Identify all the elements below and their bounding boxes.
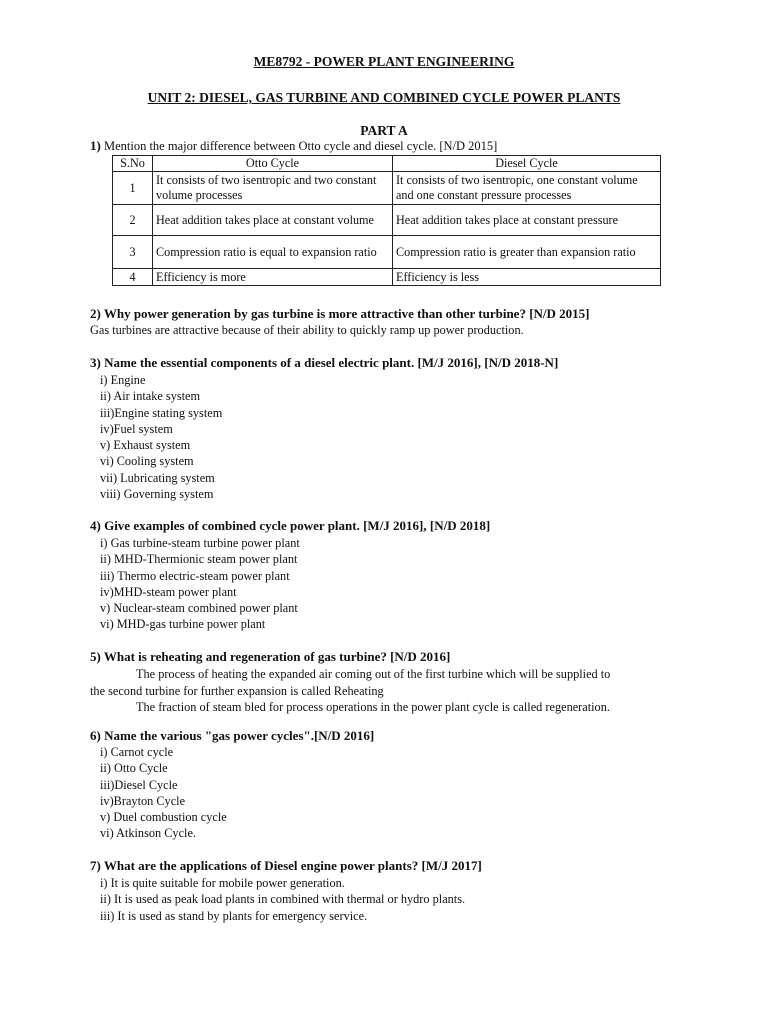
course-title: ME8792 - POWER PLANT ENGINEERING	[253, 54, 515, 69]
answer-3-list	[100, 372, 222, 502]
list-item: vi) MHD-gas turbine power plant	[100, 617, 266, 632]
table-cell: 2	[113, 205, 153, 236]
list-item: vii) Lubricating system	[100, 470, 215, 485]
question-7: 7) What are the applications of Diesel engine power plants? [M/J 2017]	[90, 858, 482, 873]
question-3: 3) Name the essential components of a diesel electric plant. [M/J 2016], [N/D 2018-N]	[90, 355, 559, 370]
table-cell: Heat addition takes place at constant volume	[153, 205, 393, 236]
table-cell: Compression ratio is equal to expansion ratio	[153, 236, 393, 269]
unit-title: UNIT 2: DIESEL, GAS TURBINE AND COMBINED CYCLE POWER PLANTS	[147, 90, 621, 105]
table-row	[113, 205, 661, 236]
table-row	[113, 172, 661, 205]
table-cell: Heat addition takes place at constant pressure	[393, 205, 661, 236]
answer-5	[90, 666, 690, 716]
table-header: Diesel Cycle	[393, 156, 661, 172]
table-cell: 3	[113, 236, 153, 269]
list-item: iii) Thermo electric-steam power plant	[100, 568, 290, 583]
answer-2: Gas turbines are attractive because of their ability to quickly ramp up power production.	[90, 323, 524, 337]
list-item: ii) Air intake system	[100, 389, 201, 404]
answer-6-list	[100, 744, 227, 842]
table-row	[113, 269, 661, 286]
list-item: iii) It is used as stand by plants for emergency service.	[100, 908, 368, 923]
list-item: iv)MHD-steam power plant	[100, 584, 237, 599]
question-5: 5) What is reheating and regeneration of gas turbine? [N/D 2016]	[90, 649, 451, 664]
question-1-text: Mention the major difference between Otto cycle and diesel cycle. [N/D 2015]	[103, 139, 498, 153]
table-cell: 4	[113, 269, 153, 286]
answer-7-list	[100, 875, 465, 924]
table-header: S.No	[113, 156, 153, 172]
list-item: viii) Governing system	[100, 487, 214, 502]
list-item: i) It is quite suitable for mobile power generation.	[100, 876, 345, 890]
table-cell: It consists of two isentropic, one constant volume and one constant pressure processes	[393, 172, 661, 205]
table-cell: Efficiency is more	[153, 269, 393, 286]
table-cell: Efficiency is less	[393, 269, 661, 286]
list-item: v) Exhaust system	[100, 438, 191, 453]
answer-5-line: The fraction of steam bled for process operations in the power plant cycle is called regeneration.	[136, 700, 610, 714]
list-item: ii) MHD-Thermionic steam power plant	[100, 552, 298, 567]
list-item: iii)Engine stating system	[100, 405, 223, 420]
list-item: i) Engine	[100, 373, 146, 387]
question-6: 6) Name the various "gas power cycles".[N/D 2016]	[90, 728, 375, 743]
answer-5-line: The process of heating the expanded air coming out of the first turbine which will be supplied to	[136, 667, 611, 681]
question-1	[90, 138, 497, 154]
question-1-number: 1)	[90, 138, 101, 153]
list-item: i) Carnot cycle	[100, 745, 174, 759]
table-cell: Compression ratio is greater than expansion ratio	[393, 236, 661, 269]
question-2: 2) Why power generation by gas turbine is more attractive than other turbine? [N/D 2015]	[90, 306, 590, 321]
comparison-table	[112, 155, 661, 286]
list-item: iv)Fuel system	[100, 421, 173, 436]
list-item: iv)Brayton Cycle	[100, 793, 186, 808]
list-item: iii)Diesel Cycle	[100, 777, 178, 792]
part-heading: PART A	[360, 123, 408, 138]
list-item: vi) Atkinson Cycle.	[100, 826, 196, 841]
answer-5-line: the second turbine for further expansion is called Reheating	[90, 683, 384, 698]
table-header: Otto Cycle	[153, 156, 393, 172]
table-cell: It consists of two isentropic and two constant volume processes	[153, 172, 393, 205]
answer-4-list	[100, 535, 300, 633]
list-item: ii) Otto Cycle	[100, 761, 168, 776]
table-cell: 1	[113, 172, 153, 205]
list-item: ii) It is used as peak load plants in combined with thermal or hydro plants.	[100, 892, 466, 907]
list-item: i) Gas turbine-steam turbine power plant	[100, 536, 300, 550]
table-row	[113, 236, 661, 269]
list-item: vi) Cooling system	[100, 454, 194, 469]
list-item: v) Nuclear-steam combined power plant	[100, 601, 298, 616]
list-item: v) Duel combustion cycle	[100, 810, 227, 825]
table-header-row	[113, 156, 661, 172]
question-4: 4) Give examples of combined cycle power plant. [M/J 2016], [N/D 2018]	[90, 518, 491, 533]
